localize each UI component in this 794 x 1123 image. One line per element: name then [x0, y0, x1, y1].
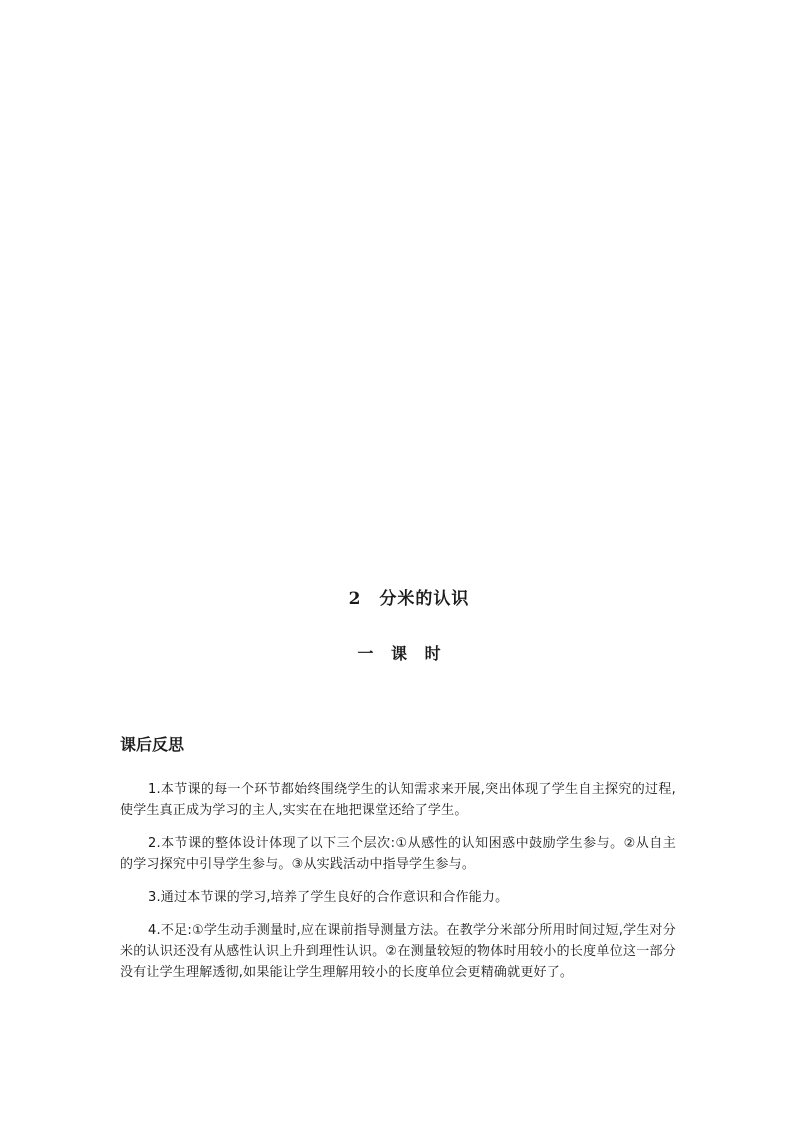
section-heading: 课后反思	[120, 735, 185, 754]
paragraph-3: 3.通过本节课的学习,培养了学生良好的合作意识和合作能力。	[148, 890, 509, 905]
reflection-body	[120, 779, 676, 995]
lesson-title	[0, 588, 794, 610]
lesson-title-text: 分米的认识	[379, 589, 470, 609]
lesson-subtitle: 一 课 时	[357, 644, 447, 663]
paragraph-1: 1.本节课的每一个环节都始终围绕学生的认知需求来开展,突出体现了学生自主探究的过程,使学生真正成为学习的主人,实实在在地把课堂还给了学生。	[120, 782, 676, 818]
paragraph-4: 4.不足:①学生动手测量时,应在课前指导测量方法。在教学分米部分所用时间过短,学生对分米的认识还没有从感性认识上升到理性认识。②在测量较短的物体时用较小的长度单位这一部分没有让学生理解透彻,如果能让学生理解用较小的长度单位会更精确就更好了。	[120, 923, 676, 980]
lesson-number: 2	[348, 589, 362, 609]
paragraph-2: 2.本节课的整体设计体现了以下三个层次:①从感性的认知困惑中鼓励学生参与。②从自主的学习探究中引导学生参与。③从实践活动中指导学生参与。	[120, 836, 676, 872]
